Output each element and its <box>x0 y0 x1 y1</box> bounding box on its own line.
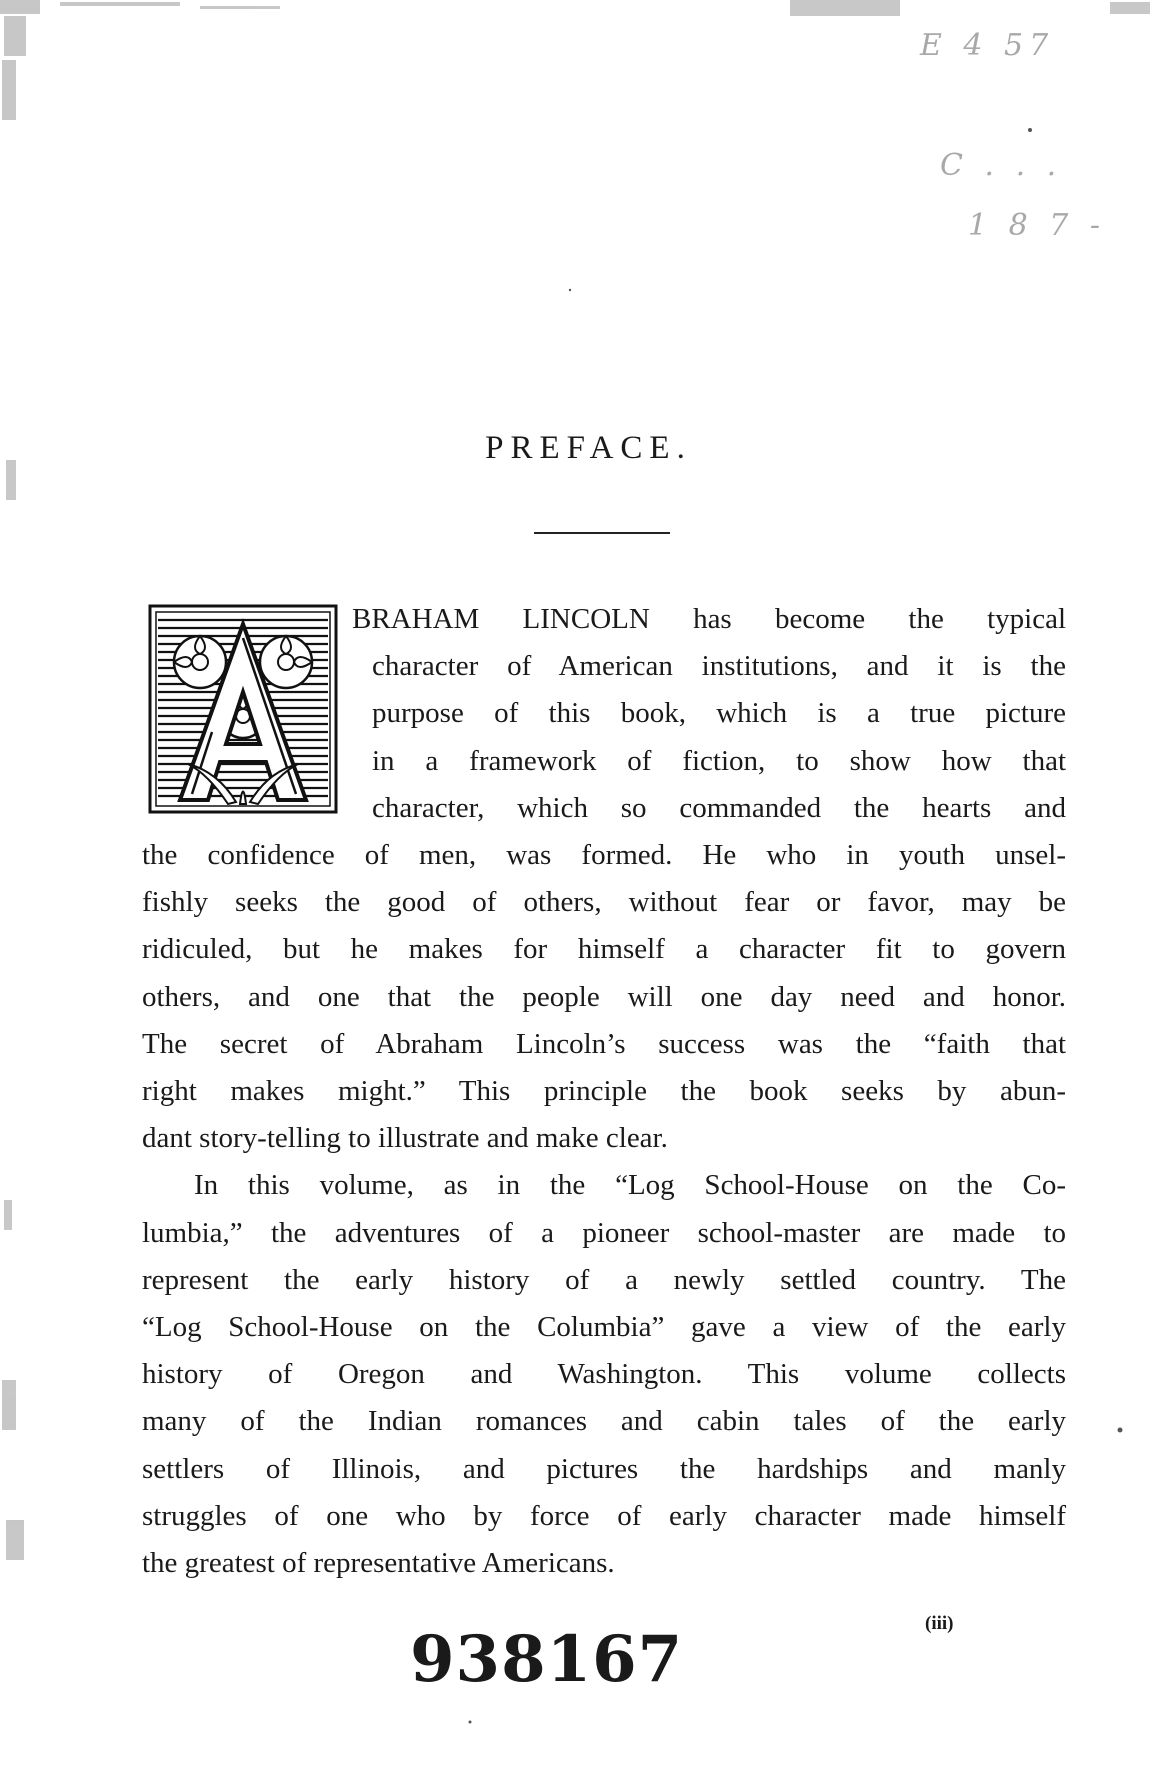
pencil-note: 1 8 7 - <box>968 208 1107 243</box>
preface-body <box>142 596 1066 1587</box>
text-line: struggles of one who by force of early character made himself <box>142 1499 1066 1532</box>
text-line: The secret of Abraham Lincoln’s success was the “faith that <box>142 1027 1066 1060</box>
text-line: BRAHAM LINCOLN has become the typical <box>352 603 1066 635</box>
text-line: right makes might.” This principle the book seeks by abun- <box>142 1075 1066 1108</box>
text-line: “Log School-House on the Columbia” gave a view of the early <box>142 1311 1066 1344</box>
text-line: lumbia,” the adventures of a pioneer school-master are made to <box>142 1216 1066 1249</box>
text-line: many of the Indian romances and cabin tales of the early <box>142 1405 1066 1438</box>
text-line: character, which so commanded the hearts and <box>372 791 1066 824</box>
page-number: (iii) <box>925 1613 954 1634</box>
text-line: in a framework of fiction, to show how that <box>372 744 1066 777</box>
text-line: purpose of this book, which is a true picture <box>372 697 1066 730</box>
text-line: ridiculed, but he makes for himself a character fit to govern <box>142 933 1066 966</box>
text-line: history of Oregon and Washington. This volume collects <box>142 1358 1066 1391</box>
pencil-note: C . . . <box>940 148 1063 183</box>
text-line: the confidence of men, was formed. He who in youth unsel- <box>142 839 1066 872</box>
library-stamp-number: 938167 <box>410 1622 684 1697</box>
page-title: PREFACE. <box>485 430 692 466</box>
text-line: In this volume, as in the “Log School-House on the Co- <box>194 1169 1066 1202</box>
text-line: dant story-telling to illustrate and make clear. <box>142 1122 668 1155</box>
paragraph-2 <box>142 1162 1066 1587</box>
title-rule <box>534 532 670 534</box>
text-line: the greatest of representative Americans. <box>142 1547 615 1580</box>
text-line: others, and one that the people will one day need and honor. <box>142 980 1066 1013</box>
text-line: represent the early history of a newly settled country. The <box>142 1263 1066 1296</box>
paragraph-1 <box>142 596 1066 1162</box>
text-line: settlers of Illinois, and pictures the hardships and manly <box>142 1452 1066 1485</box>
pencil-note: E 4 57 <box>920 28 1055 63</box>
text-line: fishly seeks the good of others, without fear or favor, may be <box>142 886 1066 919</box>
text-line: character of American institutions, and it is the <box>372 650 1066 683</box>
